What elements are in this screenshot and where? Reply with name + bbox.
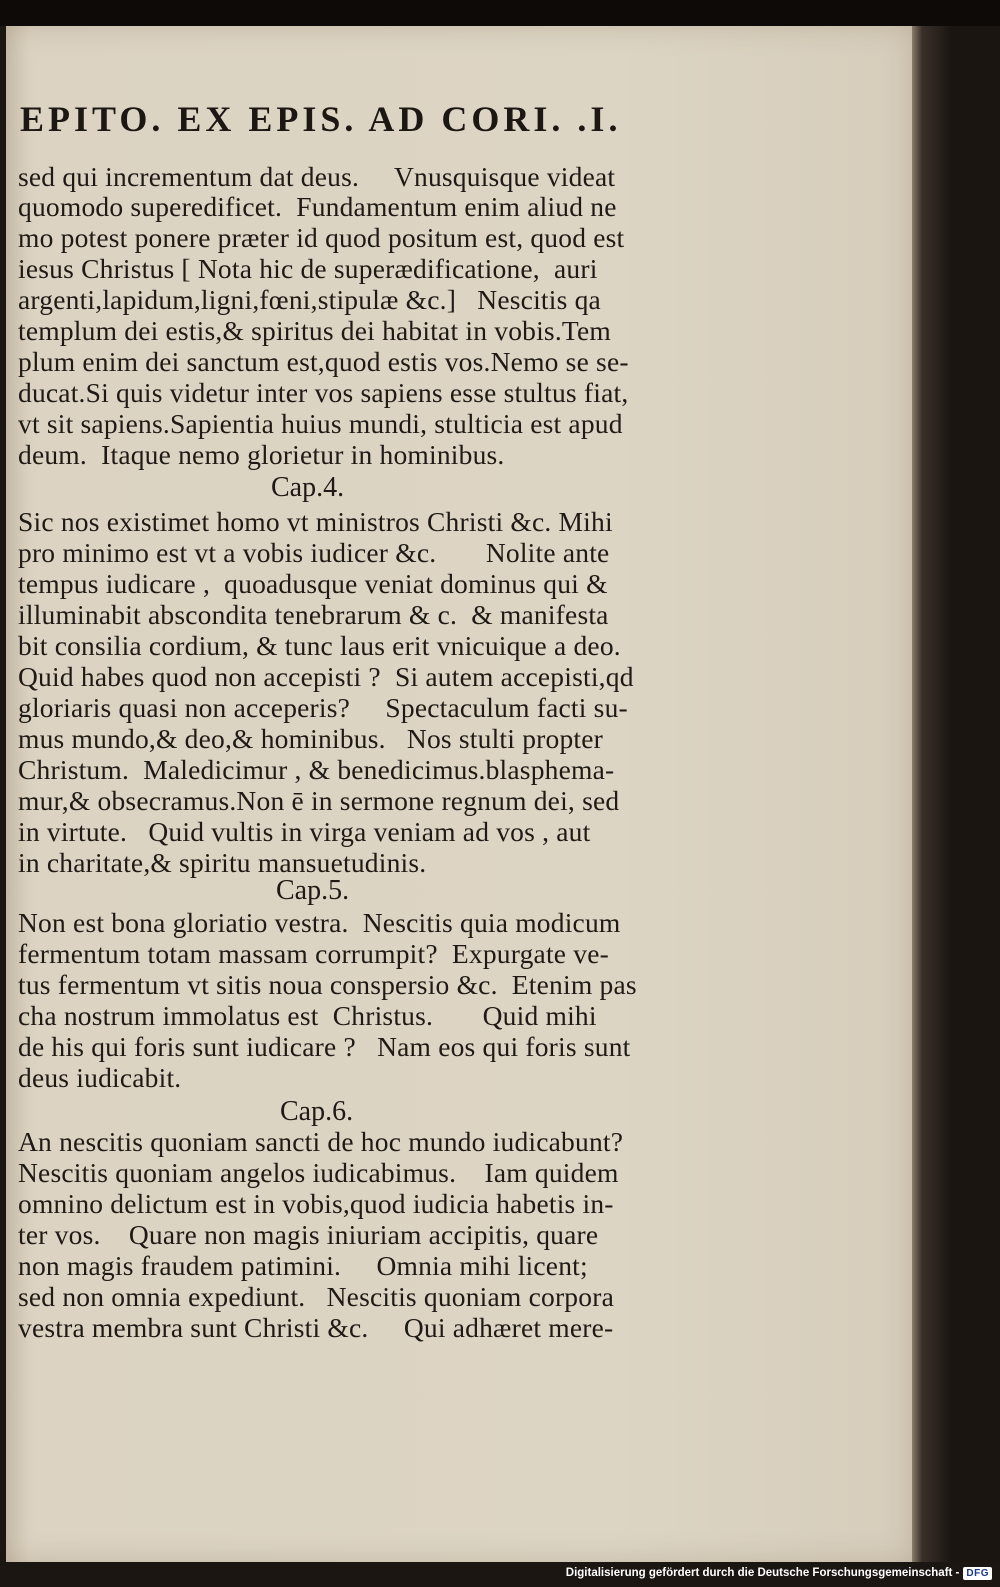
- text-line: cha nostrum immolatus est Christus. Quid mihi: [18, 1000, 597, 1031]
- text-line: sed non omnia expediunt. Nescitis quoniam corpora: [18, 1281, 614, 1312]
- book-page: [6, 26, 912, 1562]
- chapter-heading-4: Cap.4.: [271, 472, 345, 503]
- text-line: templum dei estis,& spiritus dei habitat in vobis.Tem: [18, 315, 611, 346]
- text-line: omnino delictum est in vobis,quod iudicia habetis in-: [18, 1188, 614, 1219]
- text-line: vt sit sapiens.Sapientia huius mundi, stulticia est apud: [18, 408, 623, 439]
- text-line: deus iudicabit.: [18, 1062, 182, 1093]
- text-line: Sic nos existimet homo vt ministros Christi &c. Mihi: [18, 506, 613, 537]
- text-line: de his qui foris sunt iudicare ? Nam eos qui foris sunt: [18, 1031, 631, 1062]
- text-line: Christum. Maledicimur , & benedicimus.blasphema-: [18, 754, 615, 785]
- text-line: gloriaris quasi non acceperis? Spectaculum facti su-: [18, 692, 628, 723]
- text-line: An nescitis quoniam sancti de hoc mundo iudicabunt?: [18, 1126, 624, 1157]
- text-line: Nescitis quoniam angelos iudicabimus. Iam quidem: [18, 1157, 619, 1188]
- text-line: tus fermentum vt sitis noua conspersio &c. Etenim pas: [18, 969, 637, 1000]
- text-line: deum. Itaque nemo glorietur in hominibus.: [18, 439, 505, 470]
- text-line: fermentum totam massam corrumpit? Expurgate ve-: [18, 938, 609, 969]
- text-line: ducat.Si quis videtur inter vos sapiens esse stultus fiat,: [18, 377, 629, 408]
- text-line: ter vos. Quare non magis iniuriam accipitis, quare: [18, 1219, 599, 1250]
- text-line: non magis fraudem patimini. Omnia mihi licent;: [18, 1250, 588, 1281]
- text-line: mo potest ponere præter id quod positum est, quod est: [18, 222, 625, 253]
- text-line: quomodo superedificet. Fundamentum enim aliud ne: [18, 191, 617, 222]
- text-line: mur,& obsecramus.Non ē in sermone regnum dei, sed: [18, 785, 620, 816]
- text-line: tempus iudicare , quoadusque veniat dominus qui &: [18, 568, 608, 599]
- text-line: sed qui incrementum dat deus. Vnusquisque videat: [18, 161, 616, 192]
- scan-right-border: [912, 26, 1000, 1562]
- text-line: plum enim dei sanctum est,quod estis vos.Nemo se se-: [18, 346, 629, 377]
- text-line: argenti,lapidum,ligni,fœni,stipulæ &c.] Nescitis qa: [18, 284, 601, 315]
- chapter-heading-6: Cap.6.: [280, 1096, 354, 1127]
- text-line: Quid habes quod non accepisti ? Si autem accepisti,qd: [18, 661, 634, 692]
- digitization-credit: [566, 1563, 992, 1583]
- text-line: pro minimo est vt a vobis iudicer &c. Nolite ante: [18, 537, 610, 568]
- running-head: EPITO. EX EPIS. AD CORI. .I.: [20, 99, 622, 139]
- text-line: bit consilia cordium, & tunc laus erit vnicuique a deo.: [18, 630, 621, 661]
- dfg-logo-icon: DFG: [963, 1567, 992, 1580]
- text-line: in charitate,& spiritu mansuetudinis.: [18, 847, 427, 878]
- chapter-heading-5: Cap.5.: [276, 875, 350, 906]
- text-line: vestra membra sunt Christi &c. Qui adhæret mere-: [18, 1312, 614, 1343]
- text-line: illuminabit abscondita tenebrarum & c. & manifesta: [18, 599, 609, 630]
- credit-text: Digitalisierung gefördert durch die Deutsche Forschungsgemeinschaft -: [565, 1567, 960, 1579]
- text-line: Non est bona gloriatio vestra. Nescitis quia modicum: [18, 907, 621, 938]
- scan-top-border: [0, 0, 1000, 26]
- text-line: mus mundo,& deo,& hominibus. Nos stulti propter: [18, 723, 604, 754]
- text-line: iesus Christus [ Nota hic de superædificatione, auri: [18, 253, 598, 284]
- text-line: in virtute. Quid vultis in virga veniam ad vos , aut: [18, 816, 591, 847]
